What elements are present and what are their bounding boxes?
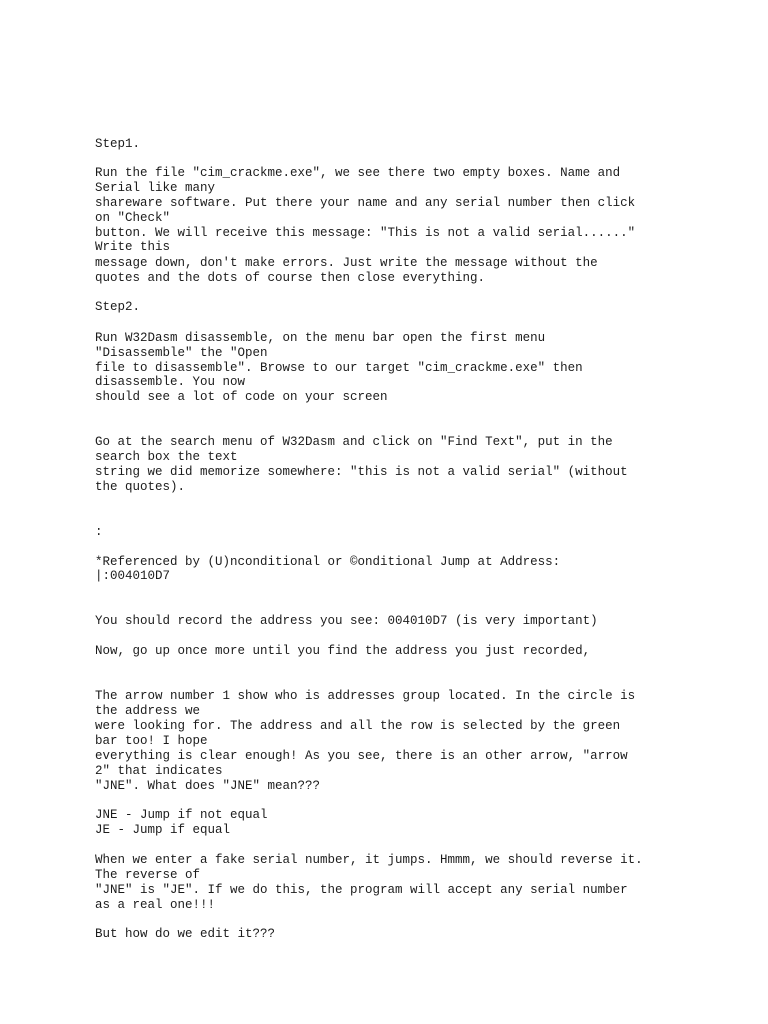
text-line: "JNE". What does "JNE" mean??? <box>95 779 321 793</box>
text-line: were looking for. The address and all the row is selected by the green <box>95 719 621 733</box>
code-line: : <box>95 525 103 539</box>
text-line: message down, don't make errors. Just write the message without the <box>95 256 598 270</box>
text-line: bar too! I hope <box>95 734 208 748</box>
text-line: JE - Jump if equal <box>95 823 231 837</box>
text-line: the address we <box>95 704 201 718</box>
text-line: everything is clear enough! As you see, there is an other arrow, "arrow <box>95 749 628 763</box>
text-line: Run the file "cim_crackme.exe", we see there two empty boxes. Name and <box>95 166 621 180</box>
text-line: JNE - Jump if not equal <box>95 808 268 822</box>
text-line: search box the text <box>95 450 238 464</box>
text-line: file to disassemble". Browse to our target "cim_crackme.exe" then <box>95 361 583 375</box>
heading-step1: Step1. <box>95 137 141 151</box>
text-line: Serial like many <box>95 181 216 195</box>
heading-step2: Step2. <box>95 300 141 314</box>
text-line: the quotes). <box>95 480 186 494</box>
text-line: as a real one!!! <box>95 898 216 912</box>
text-line: Go at the search menu of W32Dasm and click on "Find Text", put in the <box>95 435 613 449</box>
text-line: should see a lot of code on your screen <box>95 390 388 404</box>
code-line: |:004010D7 <box>95 569 171 583</box>
text-line: The reverse of <box>95 868 201 882</box>
text-line: on "Check" <box>95 211 171 225</box>
text-line: disassemble. You now <box>95 375 246 389</box>
text-line: shareware software. Put there your name and any serial number then click <box>95 196 636 210</box>
text-line: button. We will receive this message: "This is not a valid serial......" <box>95 226 636 240</box>
text-line: string we did memorize somewhere: "this is not a valid serial" (without <box>95 465 628 479</box>
code-line: *Referenced by (U)nconditional or ©onditional Jump at Address: <box>95 555 561 569</box>
text-line: Run W32Dasm disassemble, on the menu bar open the first menu <box>95 331 546 345</box>
text-line: "Disassemble" the "Open <box>95 346 268 360</box>
text-line: "JNE" is "JE". If we do this, the program will accept any serial number <box>95 883 628 897</box>
text-line: The arrow number 1 show who is addresses group located. In the circle is <box>95 689 636 703</box>
text-line: Now, go up once more until you find the address you just recorded, <box>95 644 591 658</box>
text-line: quotes and the dots of course then close everything. <box>95 271 486 285</box>
text-line: Write this <box>95 240 171 254</box>
text-line: When we enter a fake serial number, it jumps. Hmmm, we should reverse it. <box>95 853 643 867</box>
text-line: But how do we edit it??? <box>95 927 276 941</box>
text-line: 2" that indicates <box>95 764 223 778</box>
text-line: You should record the address you see: 004010D7 (is very important) <box>95 614 598 628</box>
